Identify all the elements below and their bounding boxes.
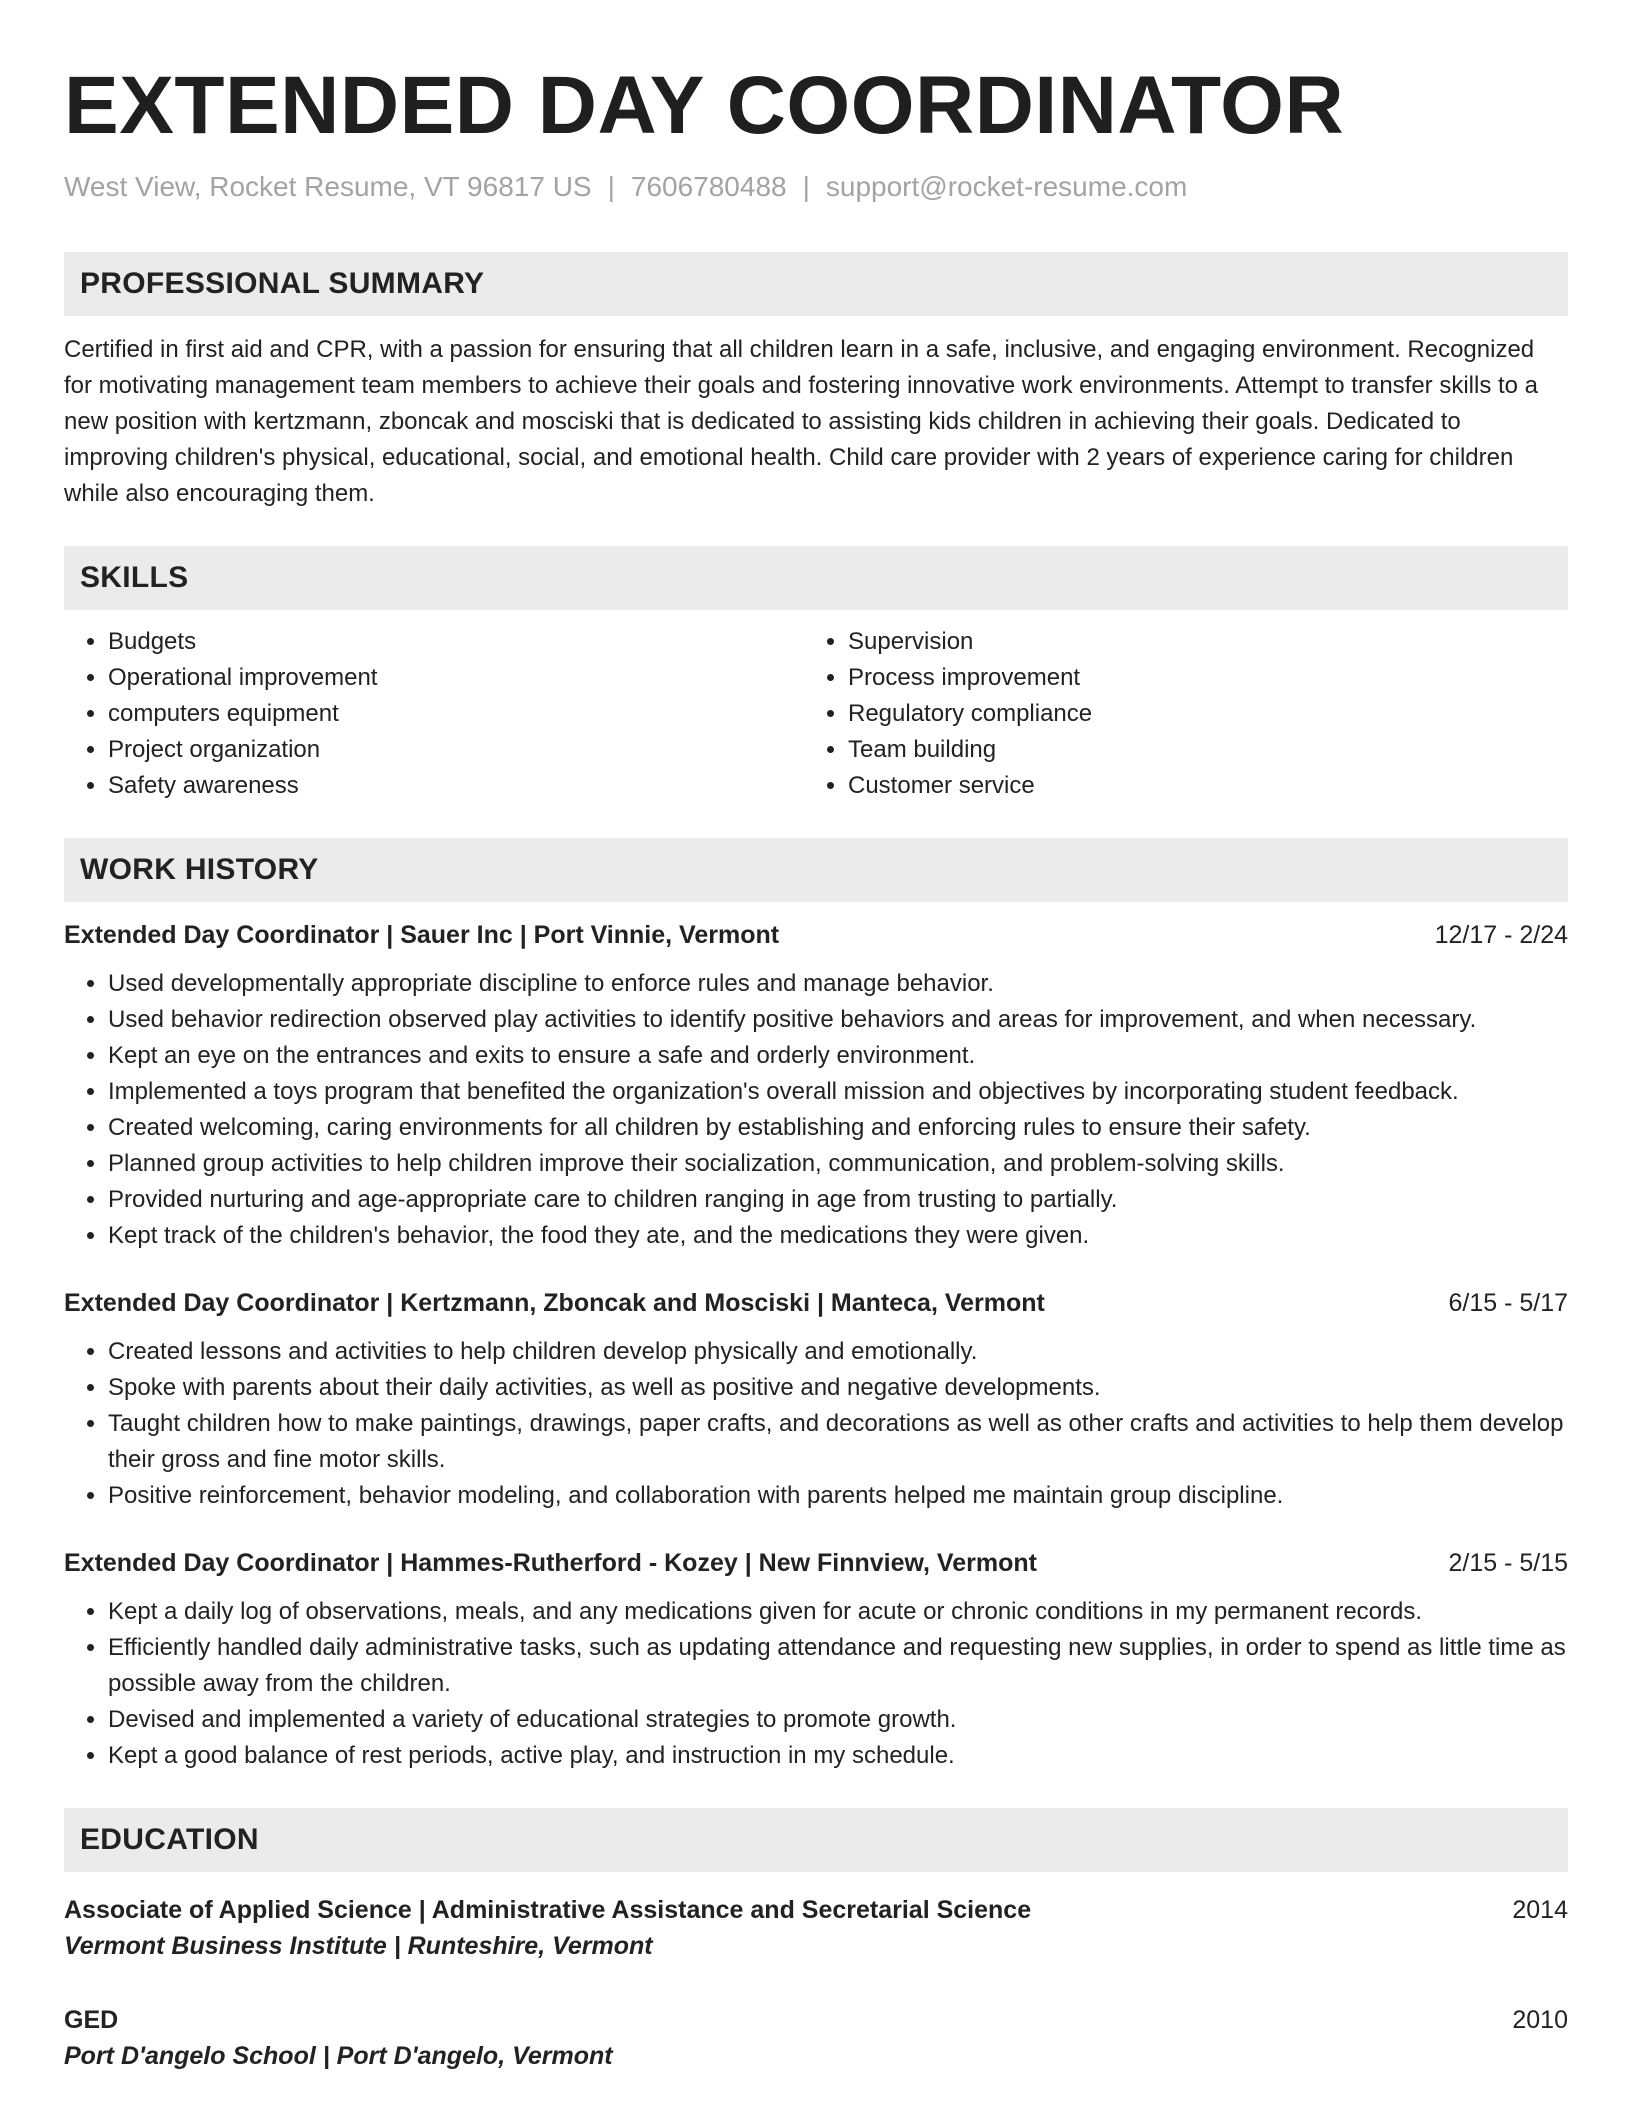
job-bullets: [64, 966, 1568, 1254]
job-dates: 2/15 - 5/15: [1448, 1549, 1568, 1577]
education-header: [64, 1892, 1568, 1928]
skill-item: • Operational improvement: [108, 660, 804, 696]
education-degree: GED: [64, 2006, 119, 2034]
job-title: Extended Day Coordinator | Sauer Inc | Port Vinnie, Vermont: [64, 921, 780, 949]
job-bullet: • Efficiently handled daily administrative tasks, such as updating attendance and requesting new supplies, in order to spend as little time as possible away from the children.: [108, 1630, 1568, 1702]
job-bullet: • Created lessons and activities to help children develop physically and emotionally.: [108, 1334, 1568, 1370]
contact-phone: 7606780488: [630, 171, 787, 202]
skills-column-right: [804, 624, 1544, 804]
job-bullet: • Taught children how to make paintings, drawings, paper crafts, and decorations as well as other crafts and activities to help them develop their gross and fine motor skills.: [108, 1406, 1568, 1478]
job-bullet: • Kept a good balance of rest periods, active play, and instruction in my schedule.: [108, 1738, 1568, 1774]
education-entry: [64, 2002, 1568, 2074]
skill-item: • Project organization: [108, 732, 804, 768]
education-degree: Associate of Applied Science | Administrative Assistance and Secretarial Science: [64, 1896, 1032, 1924]
job-bullet: • Planned group activities to help children improve their socialization, communication, and problem-solving skills.: [108, 1146, 1568, 1182]
job-header: [64, 918, 1568, 952]
job-bullet: • Used behavior redirection observed play activities to identify positive behaviors and areas for improvement, and when necessary.: [108, 1002, 1568, 1038]
candidate-name: EXTENDED DAY COORDINATOR: [64, 60, 1345, 151]
job-bullet: • Devised and implemented a variety of educational strategies to promote growth.: [108, 1702, 1568, 1738]
skills-column-left: [64, 624, 804, 804]
skills-list: [804, 624, 1544, 804]
job-entry: [64, 1546, 1568, 1774]
job-bullet: • Implemented a toys program that benefited the organization's overall mission and objectives by incorporating student feedback.: [108, 1074, 1568, 1110]
job-dates: 12/17 - 2/24: [1434, 921, 1568, 949]
contact-line: [64, 170, 1568, 204]
job-bullet: • Used developmentally appropriate discipline to enforce rules and manage behavior.: [108, 966, 1568, 1002]
education-section: [64, 1808, 1568, 2074]
job-bullets: [64, 1334, 1568, 1514]
skill-item: • computers equipment: [108, 696, 804, 732]
summary-section: [64, 252, 1568, 512]
work-history-section: [64, 838, 1568, 1774]
education-year: 2010: [1512, 2006, 1568, 2034]
education-school: Vermont Business Institute | Runteshire, Vermont: [64, 1932, 653, 1960]
section-heading: PROFESSIONAL SUMMARY: [64, 252, 1568, 316]
skill-item: • Safety awareness: [108, 768, 804, 804]
contact-email: support@rocket-resume.com: [825, 171, 1188, 202]
job-bullet: • Created welcoming, caring environments for all children by establishing and enforcing rules to ensure their safety.: [108, 1110, 1568, 1146]
skill-item: • Customer service: [848, 768, 1544, 804]
job-bullet: • Kept track of the children's behavior, the food they ate, and the medications they were given.: [108, 1218, 1568, 1254]
skill-item: • Supervision: [848, 624, 1544, 660]
education-school: Port D'angelo School | Port D'angelo, Vermont: [64, 2042, 613, 2070]
contact-address: West View, Rocket Resume, VT 96817 US: [64, 171, 592, 202]
job-dates: 6/15 - 5/17: [1448, 1289, 1568, 1317]
job-title: Extended Day Coordinator | Kertzmann, Zboncak and Mosciski | Manteca, Vermont: [64, 1289, 1045, 1317]
skill-item: • Team building: [848, 732, 1544, 768]
skill-item: • Process improvement: [848, 660, 1544, 696]
job-title: Extended Day Coordinator | Hammes-Rutherford - Kozey | New Finnview, Vermont: [64, 1549, 1037, 1577]
skill-item: • Budgets: [108, 624, 804, 660]
education-entry: [64, 1892, 1568, 1964]
contact-separator: |: [802, 171, 810, 202]
skills-list: [64, 624, 804, 804]
job-bullet: • Positive reinforcement, behavior modeling, and collaboration with parents helped me maintain group discipline.: [108, 1478, 1568, 1514]
job-entry: [64, 1286, 1568, 1514]
section-heading: WORK HISTORY: [64, 838, 1568, 902]
section-heading: EDUCATION: [64, 1808, 1568, 1872]
job-bullet: • Kept an eye on the entrances and exits to ensure a safe and orderly environment.: [108, 1038, 1568, 1074]
skills-section: [64, 546, 1568, 804]
job-bullet: • Spoke with parents about their daily activities, as well as positive and negative developments.: [108, 1370, 1568, 1406]
job-bullet: • Provided nurturing and age-appropriate care to children ranging in age from trusting to partially.: [108, 1182, 1568, 1218]
section-heading: SKILLS: [64, 546, 1568, 610]
skill-item: • Regulatory compliance: [848, 696, 1544, 732]
contact-separator: |: [607, 171, 615, 202]
job-header: [64, 1286, 1568, 1320]
job-bullets: [64, 1594, 1568, 1774]
job-entry: [64, 918, 1568, 1254]
summary-text: Certified in first aid and CPR, with a passion for ensuring that all children learn in a safe, inclusive, and engaging environment. Recognized for motivating management team members to achieve their goals and fostering innovative work environments. Attempt to transfer skills to a new position with kertzmann, zboncak and mosciski that is dedicated to assisting kids children in achieving their goals. Dedicated to improving children's physical, educational, social, and emotional health. Child care provider with 2 years of experience caring for children while also encouraging them.: [64, 336, 1539, 507]
education-header: [64, 2002, 1568, 2038]
job-header: [64, 1546, 1568, 1580]
education-year: 2014: [1512, 1896, 1568, 1924]
job-bullet: • Kept a daily log of observations, meals, and any medications given for acute or chronic conditions in my permanent records.: [108, 1594, 1568, 1630]
skills-grid: [64, 624, 1568, 804]
